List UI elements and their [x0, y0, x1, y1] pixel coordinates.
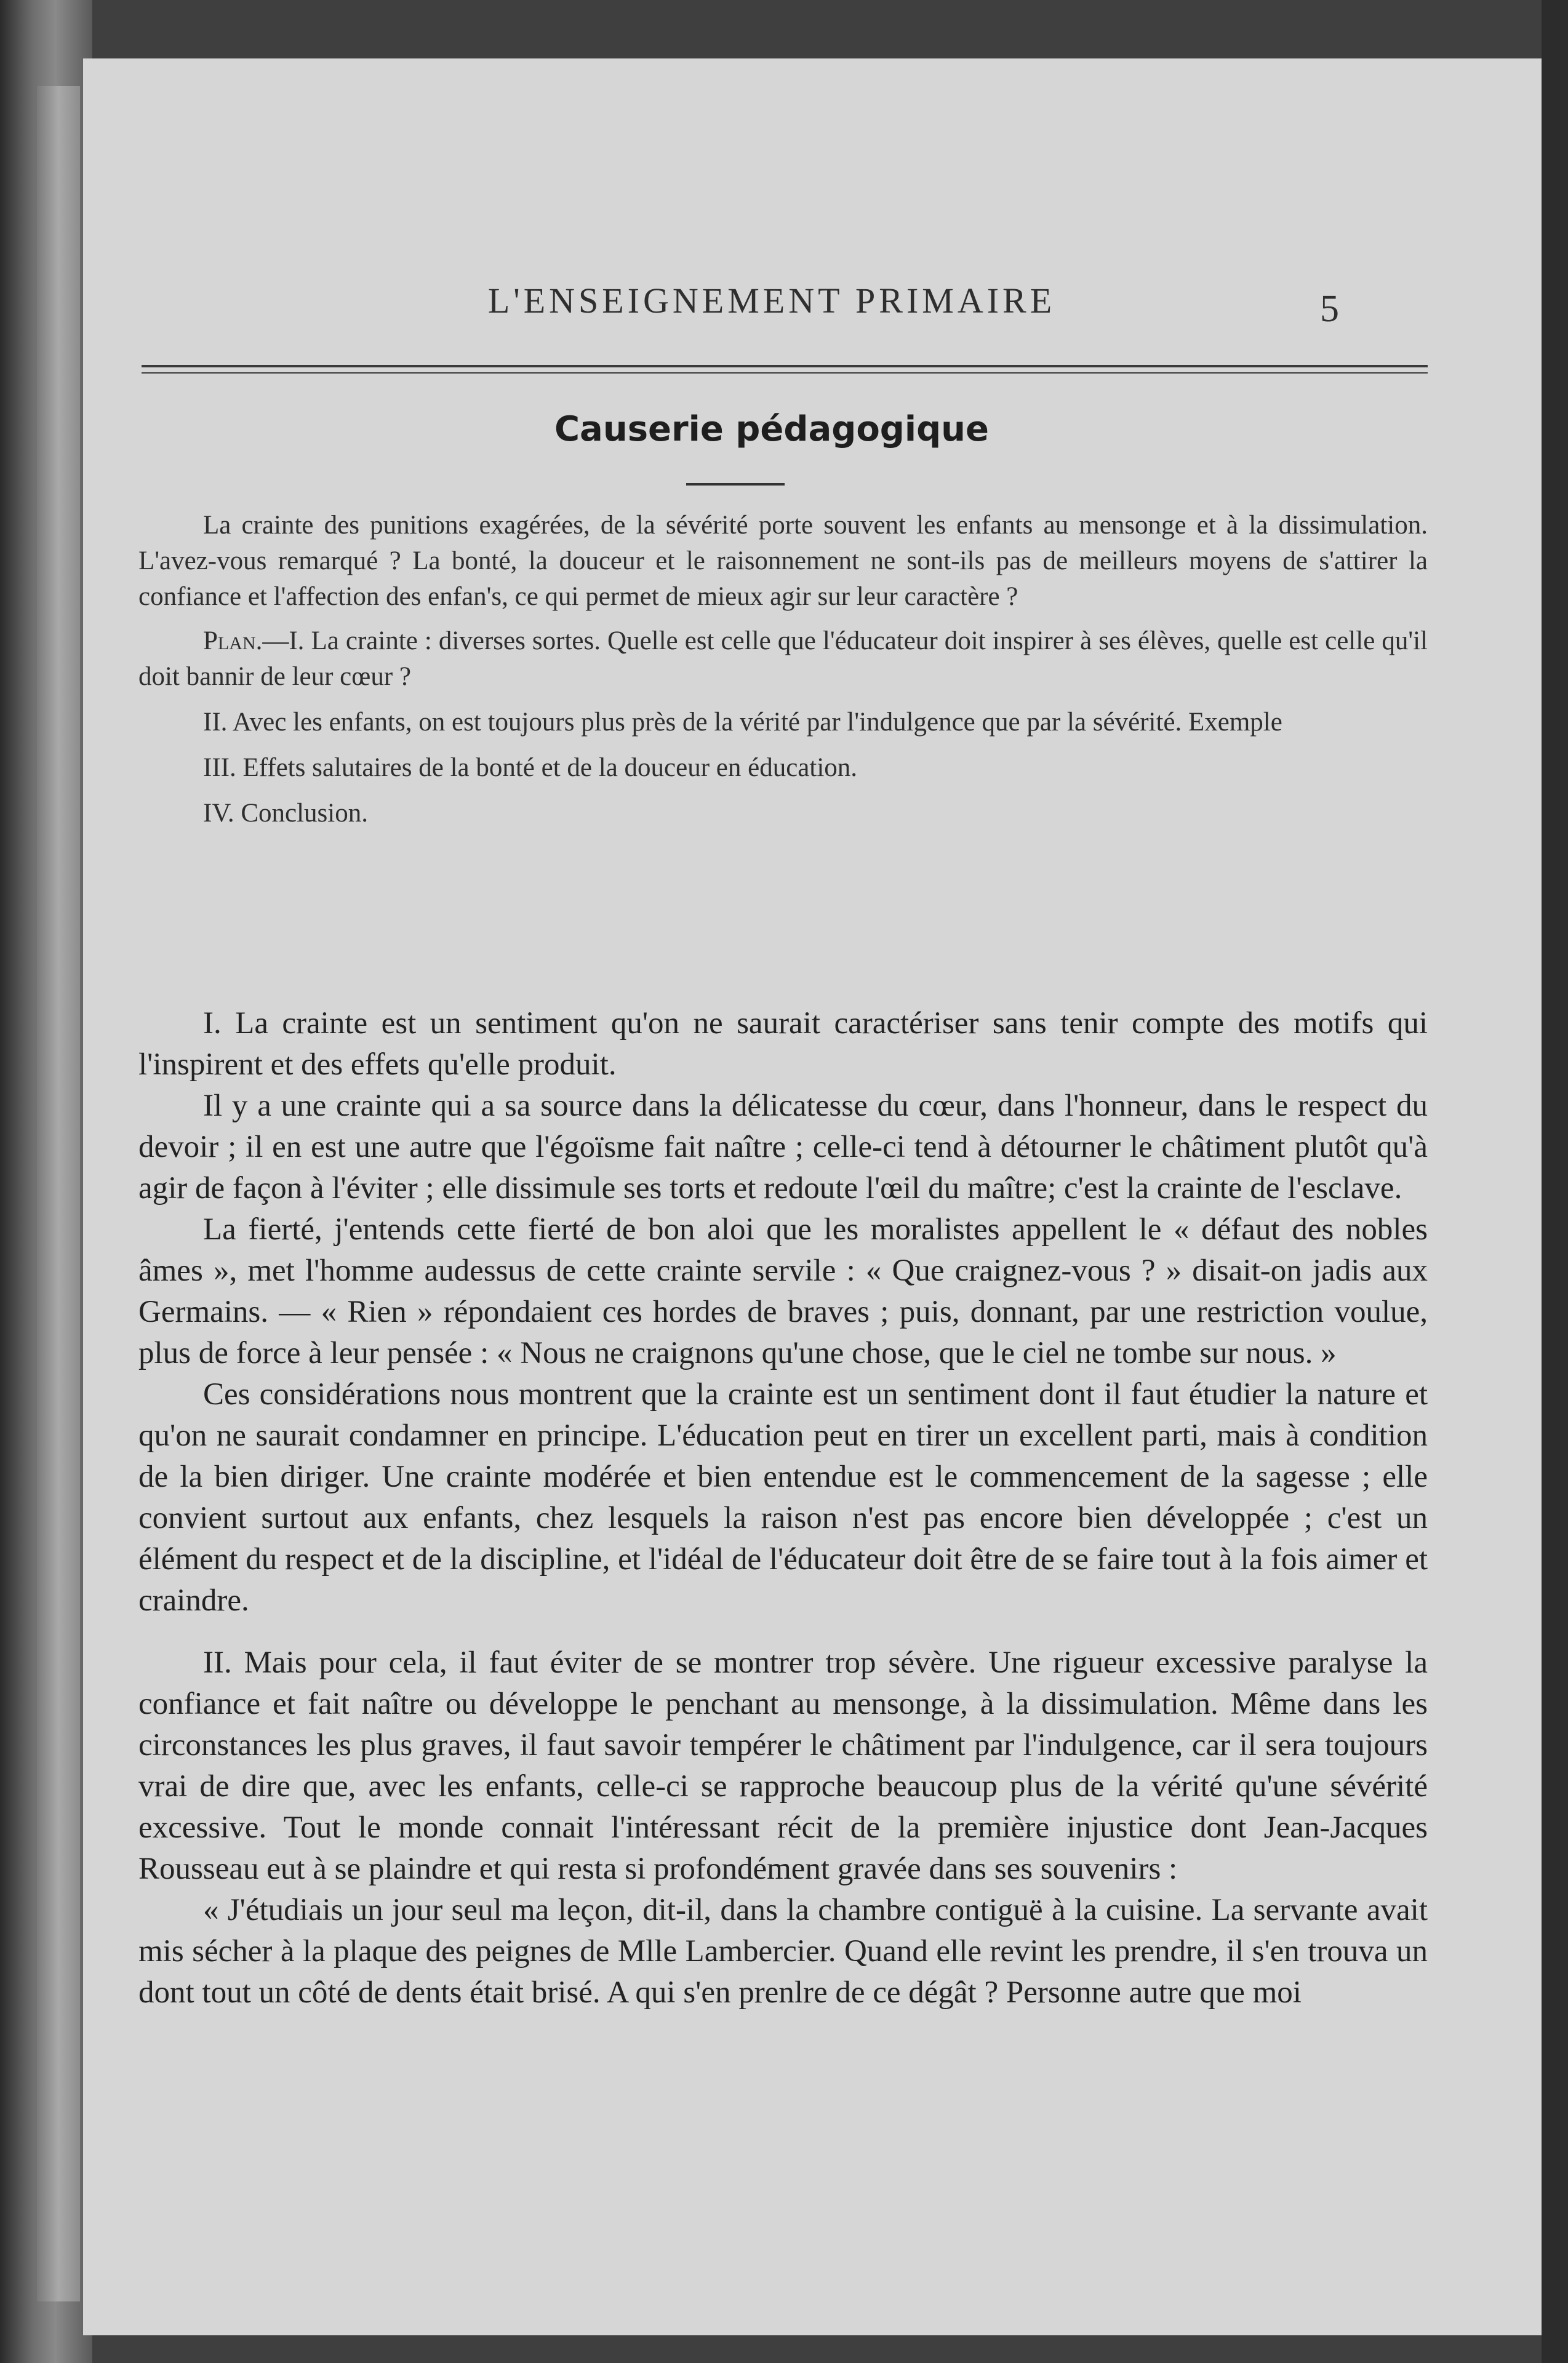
book-binding [37, 86, 80, 2301]
plan-label: Plan. [203, 626, 263, 655]
book-page [83, 58, 1542, 2335]
paragraph-6: « J'étudiais un jour seul ma leçon, dit-il, dans la chambre contiguë à la cuisine. La servante avait mis sécher à la plaque des peignes de Mlle Lambercier. Quand elle revint les prendre, il s'en trouva un dont tout un côté de dents était brisé. A qui s'en prenlre de ce dégât ? Personne autre que moi [138, 1893, 1428, 2010]
page-number: 5 [1320, 288, 1339, 330]
plan-item-1-text: —I. La crainte : diverses sortes. Quelle est celle que l'éducateur doit inspirer à ses élèves, quelle est celle qu'il doit bannir de leur cœur ? [138, 626, 1428, 691]
plan-item-2: II. Avec les enfants, on est toujours plus près de la vérité par l'indulgence que par la sévérité. Exemple [203, 708, 1282, 737]
paragraph-4: Ces considérations nous montrent que la crainte est un sentiment dont il faut étudier la nature et qu'on ne saurait condamner en principe. L'éducation peut en tirer un excellent parti, mais à condition de la bien diriger. Une crainte modérée et bien entendue est le commencement de la sagesse ; elle convient surtout aux enfants, chez lesquels la raison n'est pas encore bien développée ; c'est un élément du respect et de la discipline, et l'idéal de l'éducateur doit être de se faire tout à la fois aimer et craindre. [138, 1377, 1428, 1618]
paragraph-5: II. Mais pour cela, il faut éviter de se montrer trop sévère. Une rigueur excessive paralyse la confiance et fait naître ou développe le penchant au mensonge, à la dissimulation. Même dans les circonstances les plus graves, il faut savoir tempérer le châtiment par l'indulgence, car il sera toujours vrai de dire que, avec les enfants, celle-ci se rapproche beaucoup plus de la vérité qu'une sévérité excessive. Tout le monde connait l'intéressant récit de la première injustice dont Jean-Jacques Rousseau eut à se plaindre et qui resta si profondément gravée dans ses souvenirs : [138, 1645, 1428, 1886]
title-underline [686, 483, 785, 486]
intro-question: La crainte des punitions exagérées, de la sévérité porte souvent les enfants au mensonge et à la dissimulation. L'avez-vous remarqué ? La bonté, la douceur et le raisonnement ne sont-ils pas de meilleurs moyens de s'attirer la confiance et l'affection des enfan's, ce qui permet de mieux agir sur leur caractère ? [138, 511, 1428, 611]
paragraph-2: Il y a une crainte qui a sa source dans la délicatesse du cœur, dans l'honneur, dans le respect du devoir ; il en est une autre que l'égoïsme fait naître ; celle-ci tend à détourner le châtiment plutôt qu'à agir de façon à l'éviter ; elle dissimule ses torts et redoute l'œil du maître; c'est la crainte de l'esclave. [138, 1089, 1428, 1205]
intro-block [138, 508, 1428, 841]
plan-item-4: IV. Conclusion. [203, 799, 368, 828]
plan-item-3: III. Effets salutaires de la bonté et de la douceur en éducation. [203, 753, 858, 782]
header-rule-thin [142, 372, 1428, 374]
scan-right-margin [1542, 0, 1568, 2363]
paragraph-3: La fierté, j'entends cette fierté de bon aloi que les moralistes appellent le « défaut des nobles âmes », met l'homme audessus de cette crainte servile : « Que craignez-vous ? » disait-on jadis aux Germains. — « Rien » répondaient ces hordes de braves ; puis, donnant, par une restriction voulue, plus de force à leur pensée : « Nous ne craignons qu'une chose, que le ciel ne tombe sur nous. » [138, 1212, 1428, 1370]
section-title: Causerie pédagogique [554, 409, 990, 449]
plan-item-1 [138, 623, 1428, 695]
header-rule-thick [142, 365, 1428, 367]
body-text [138, 1003, 1428, 2013]
paragraph-1: I. La crainte est un sentiment qu'on ne saurait caractériser sans tenir compte des motifs qui l'inspirent et des effets qu'elle produit. [138, 1006, 1428, 1082]
plan-outline [138, 623, 1428, 831]
running-head: L'ENSEIGNEMENT PRIMAIRE [487, 281, 1056, 321]
